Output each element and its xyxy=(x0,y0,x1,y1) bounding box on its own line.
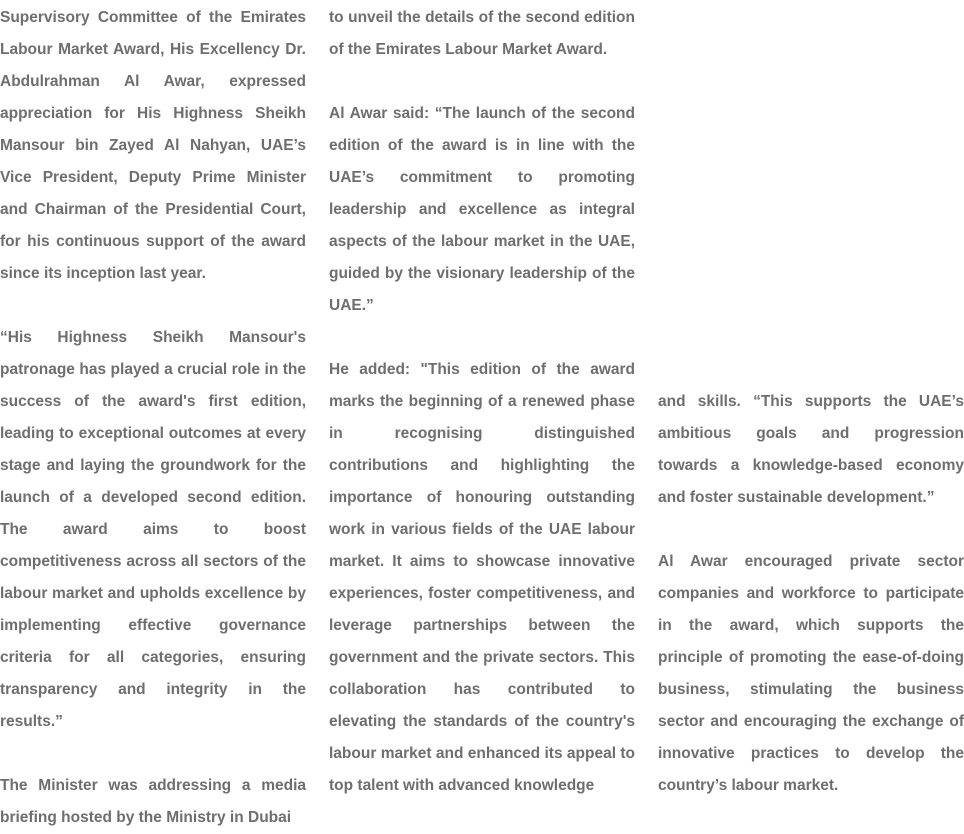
article-paragraph: to unveil the details of the second edition of the Emirates Labour Market Award. xyxy=(329,9,635,58)
article-column-1 xyxy=(0,2,306,834)
article-paragraph: Al Awar said: “The launch of the second edition of the award is in line with the UAE’s commitment to promoting leadership and excellence as integral aspects of the labour market in the UAE, guided by the visionary leadership of the UAE.” xyxy=(329,105,635,314)
article-column-3 xyxy=(658,386,964,802)
article-paragraph: and skills. “This supports the UAE’s ambitious goals and progression towards a knowledge-based economy and foster sustainable development.” xyxy=(658,393,964,506)
article-paragraph: The Minister was addressing a media briefing hosted by the Ministry in Dubai xyxy=(0,777,306,826)
article-paragraph: Supervisory Committee of the Emirates Labour Market Award, His Excellency Dr. Abdulrahman Al Awar, expressed appreciation for His Highness Sheikh Mansour bin Zayed Al Nahyan, UAE’s Vice President, Deputy Prime Minister and Chairman of the Presidential Court, for his continuous support of the award since its inception last year. xyxy=(0,9,306,282)
article-paragraph: Al Awar encouraged private sector companies and workforce to participate in the award, which supports the principle of promoting the ease-of-doing business, stimulating the business sector and encouraging the exchange of innovative practices to develop the country’s labour market. xyxy=(658,553,964,794)
article-paragraph: He added: "This edition of the award marks the beginning of a renewed phase in recognising distinguished contributions and highlighting the importance of honouring outstanding work in various fields of the UAE labour market. It aims to showcase innovative experiences, foster competitiveness, and leverage partnerships between the government and the private sectors. This collaboration has contributed to elevating the standards of the country's labour market and enhanced its appeal to top talent with advanced knowledge xyxy=(329,361,635,794)
article-column-2 xyxy=(329,2,635,802)
article-paragraph: “His Highness Sheikh Mansour's patronage has played a crucial role in the success of the award's first edition, leading to exceptional outcomes at every stage and laying the groundwork for the launch of a developed second edition. The award aims to boost competitiveness across all sectors of the labour market and upholds excellence by implementing effective governance criteria for all categories, ensuring transparency and integrity in the results.” xyxy=(0,329,306,730)
